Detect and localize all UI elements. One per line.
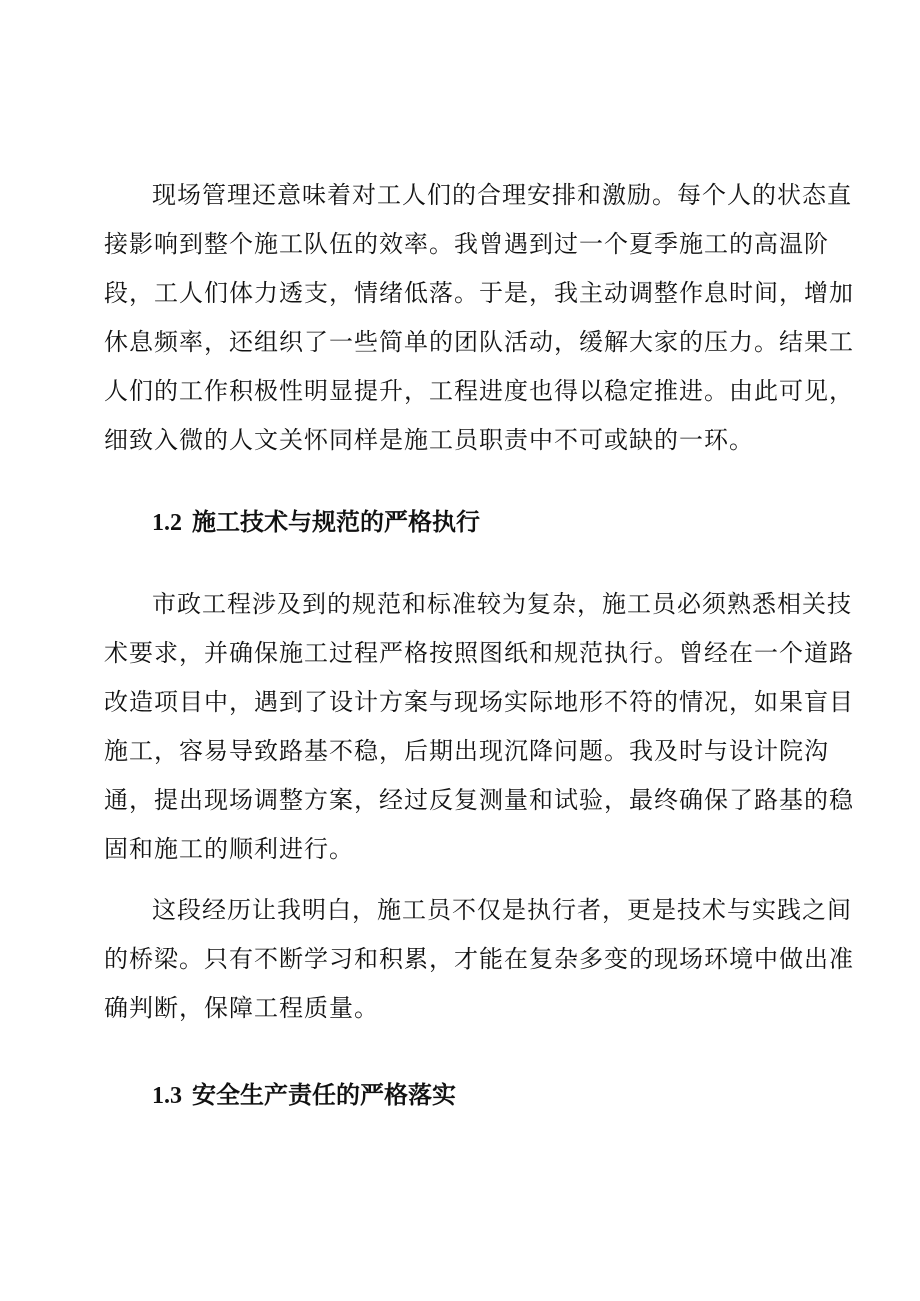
paragraph-line: 这段经历让我明白，施工员不仅是执行者，更是技术与实践之间 xyxy=(152,896,852,924)
section-number: 1.2 xyxy=(152,510,182,536)
section-number: 1.3 xyxy=(152,1083,182,1109)
paragraph-line: 休息频率，还组织了一些简单的团队活动，缓解大家的压力。结果工 xyxy=(104,328,854,356)
paragraph-line: 人们的工作积极性明显提升，工程进度也得以稳定推进。由此可见， xyxy=(104,377,854,405)
section-heading-1-3 xyxy=(152,1079,456,1112)
paragraph-line: 的桥梁。只有不断学习和积累，才能在复杂多变的现场环境中做出准 xyxy=(104,945,854,973)
paragraph-technical-standards xyxy=(104,580,854,874)
section-heading-1-2 xyxy=(152,506,480,539)
paragraph-reflection xyxy=(104,886,854,1033)
paragraph-line: 改造项目中，遇到了设计方案与现场实际地形不符的情况，如果盲目 xyxy=(104,688,854,716)
paragraph-line: 施工，容易导致路基不稳，后期出现沉降问题。我及时与设计院沟 xyxy=(104,737,829,765)
section-title: 安全生产责任的严格落实 xyxy=(192,1081,456,1109)
paragraph-line: 细致入微的人文关怀同样是施工员职责中不可或缺的一环。 xyxy=(104,426,754,454)
paragraph-line: 术要求，并确保施工过程严格按照图纸和规范执行。曾经在一个道路 xyxy=(104,639,854,667)
paragraph-line: 通，提出现场调整方案，经过反复测量和试验，最终确保了路基的稳 xyxy=(104,786,854,814)
paragraph-line: 段，工人们体力透支，情绪低落。于是，我主动调整作息时间，增加 xyxy=(104,279,854,307)
section-title: 施工技术与规范的严格执行 xyxy=(192,508,480,536)
paragraph-site-management xyxy=(104,171,854,465)
paragraph-line: 现场管理还意味着对工人们的合理安排和激励。每个人的状态直 xyxy=(152,181,852,209)
paragraph-line: 固和施工的顺利进行。 xyxy=(104,835,354,863)
paragraph-line: 接影响到整个施工队伍的效率。我曾遇到过一个夏季施工的高温阶 xyxy=(104,230,829,258)
paragraph-line: 确判断，保障工程质量。 xyxy=(104,994,379,1022)
paragraph-line: 市政工程涉及到的规范和标准较为复杂，施工员必须熟悉相关技 xyxy=(152,590,852,618)
